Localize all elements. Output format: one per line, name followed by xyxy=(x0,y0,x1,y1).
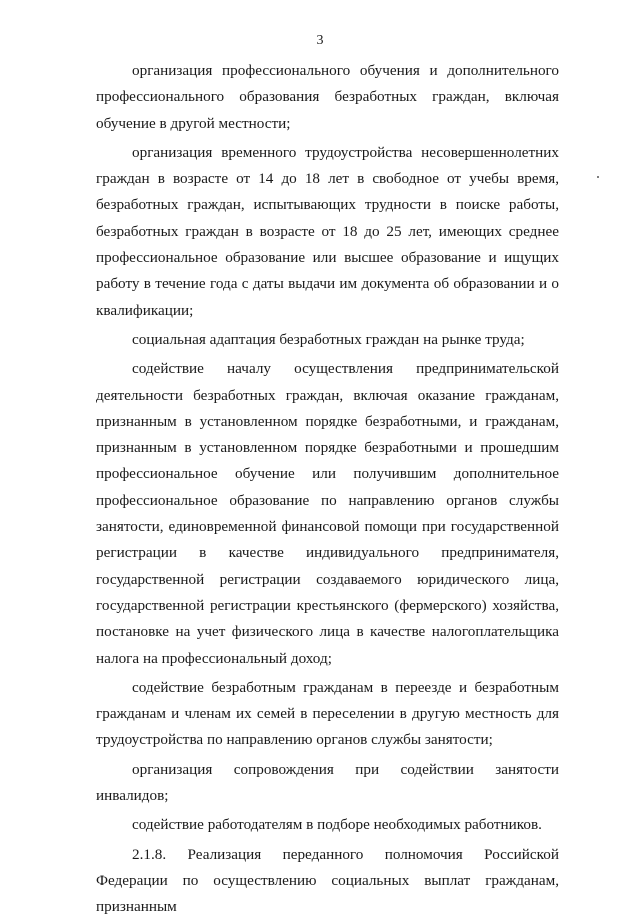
page-number: 3 xyxy=(316,33,324,48)
paragraph-employer-assistance: содействие работодателям в подборе необходимых работников. xyxy=(132,816,542,834)
paragraph-vocational-training: организация профессионального обучения и дополнительного профессионального образования безработных граждан, включая обучение в другой местности; xyxy=(96,62,559,132)
paragraph-disability-support: организация сопровождения при содействии занятости инвалидов; xyxy=(96,760,559,805)
paragraph-social-adaptation: социальная адаптация безработных граждан на рынке труда; xyxy=(132,330,525,348)
paragraph-section-2-1-8: 2.1.8. Реализация переданного полномочия Российской Федерации по осуществлению социальных выплат гражданам, признанным xyxy=(96,845,559,916)
document-body xyxy=(96,58,559,921)
paragraph-relocation-support: содействие безработным гражданам в переезде и безработным гражданам и членам их семей в переселении в другую местность для трудоустройства по направлению органов службы занятости; xyxy=(96,678,559,749)
paragraph-entrepreneurship-support: содействие началу осуществления предпринимательской деятельности безработных граждан, включая оказание гражданам, признанным в установленном порядке безработными, и гражданам, признанным в установленном порядке безработными и прошедшим профессиональное обучение или получившим дополнительное профессиональное образование по направлению органов службы занятости, единовременной финансовой помощи при государственной регистрации в качестве индивидуального предпринимателя, государственной регистрации создаваемого юридического лица, государственной регистрации крестьянского (фермерского) хозяйства, постановке на учет физического лица в качестве налогоплательщика налога на профессиональный доход; xyxy=(96,360,559,667)
paragraph-temporary-employment: организация временного трудоустройства несовершеннолетних граждан в возрасте от 14 до 18 лет в свободное от учебы время, безработных граждан, испытывающих трудности в поиске работы, безработных граждан в возрасте от 18 до 25 лет, имеющих среднее профессиональное образование или высшее образование и ищущих работу в течение года с даты выдачи им документа об образовании и о квалификации; xyxy=(96,143,559,319)
scan-speck xyxy=(597,176,599,178)
